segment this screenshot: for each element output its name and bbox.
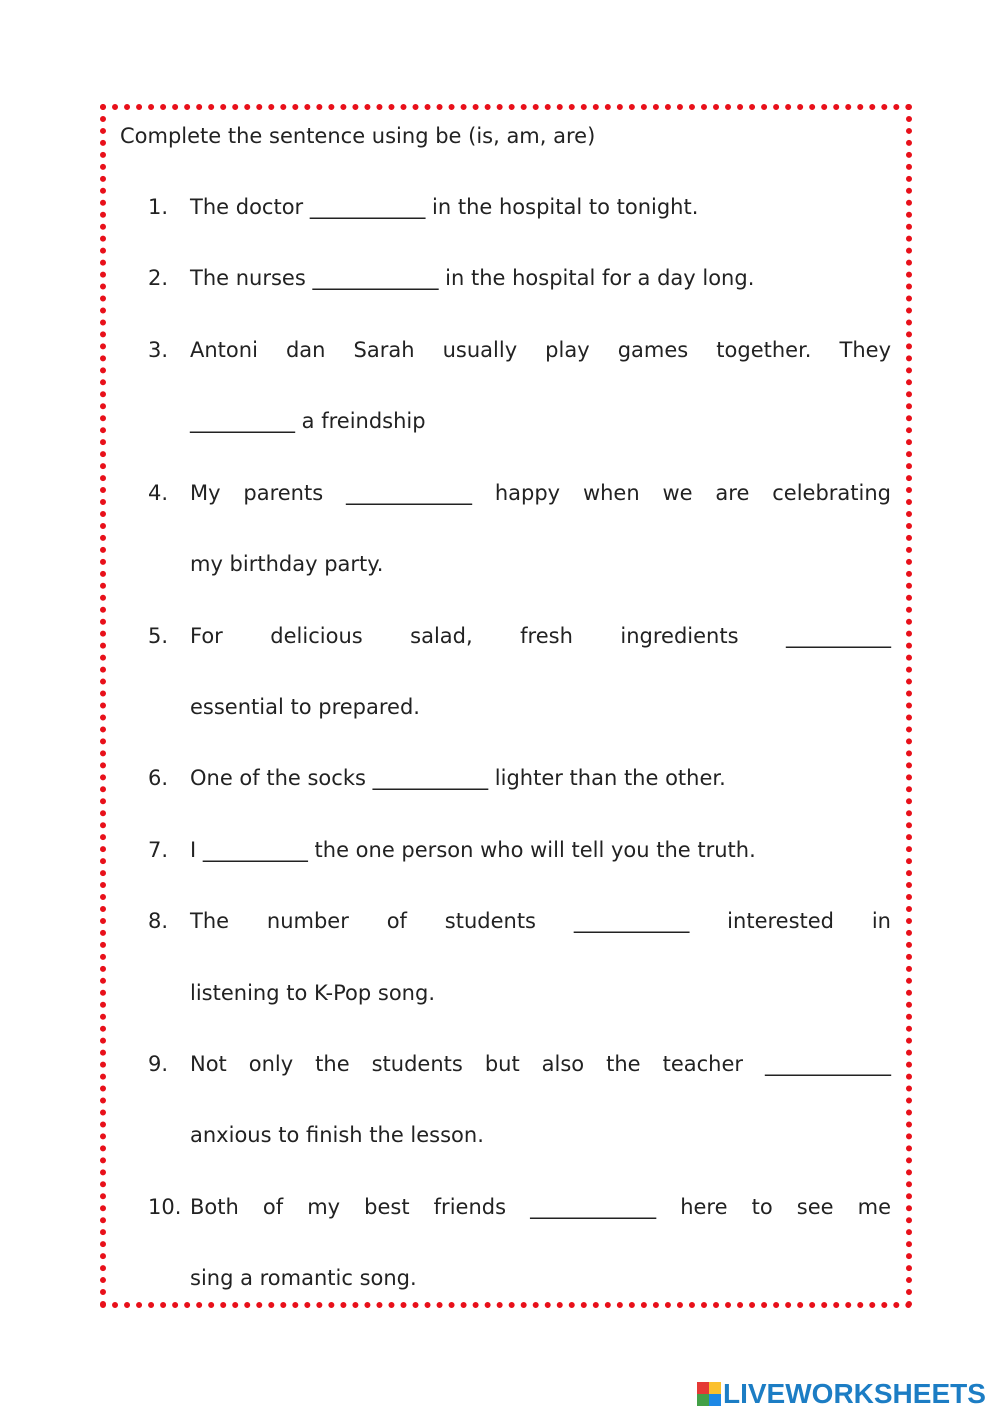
logo-square-red bbox=[697, 1382, 709, 1394]
liveworksheets-logo[interactable] bbox=[697, 1377, 986, 1411]
item-number: 3. bbox=[148, 338, 169, 362]
sentence-line: anxious to finish the lesson. bbox=[190, 1123, 484, 1147]
sentence-line: I __________ the one person who will tell you the truth. bbox=[190, 838, 756, 862]
sentence-line: For delicious salad, fresh ingredients __________ bbox=[190, 624, 891, 648]
sentence-line: my birthday party. bbox=[190, 552, 384, 576]
sentence-line: __________ a freindship bbox=[190, 409, 426, 433]
item-number: 4. bbox=[148, 481, 169, 505]
item-number: 8. bbox=[148, 909, 169, 933]
sentence-line: The nurses ____________ in the hospital for a day long. bbox=[190, 266, 755, 290]
sentence-line: listening to K-Pop song. bbox=[190, 981, 435, 1005]
sentence-line: sing a romantic song. bbox=[190, 1266, 417, 1290]
instruction-text: Complete the sentence using be (is, am, are) bbox=[120, 124, 596, 148]
item-number: 6. bbox=[148, 766, 169, 790]
liveworksheets-logo-icon bbox=[697, 1382, 721, 1406]
item-number: 5. bbox=[148, 624, 169, 648]
sentence-line: essential to prepared. bbox=[190, 695, 420, 719]
sentence-line: Antoni dan Sarah usually play games together. They bbox=[190, 338, 891, 362]
logo-square-yellow bbox=[709, 1382, 721, 1394]
sentence-line: The doctor ___________ in the hospital to tonight. bbox=[190, 195, 699, 219]
item-number: 2. bbox=[148, 266, 169, 290]
sentence-line: My parents ____________ happy when we are celebrating bbox=[190, 481, 891, 505]
item-number: 9. bbox=[148, 1052, 169, 1076]
sentence-line: Both of my best friends ____________ here to see me bbox=[190, 1195, 891, 1219]
item-number: 1. bbox=[148, 195, 169, 219]
sentence-line: The number of students ___________ interested in bbox=[190, 909, 891, 933]
logo-square-blue bbox=[709, 1394, 721, 1406]
sentence-line: Not only the students but also the teacher ____________ bbox=[190, 1052, 891, 1076]
logo-square-green bbox=[697, 1394, 709, 1406]
item-number: 10. bbox=[148, 1195, 182, 1219]
logo-text: LIVEWORKSHEETS bbox=[723, 1378, 986, 1409]
item-number: 7. bbox=[148, 838, 169, 862]
sentence-line: One of the socks ___________ lighter than the other. bbox=[190, 766, 726, 790]
